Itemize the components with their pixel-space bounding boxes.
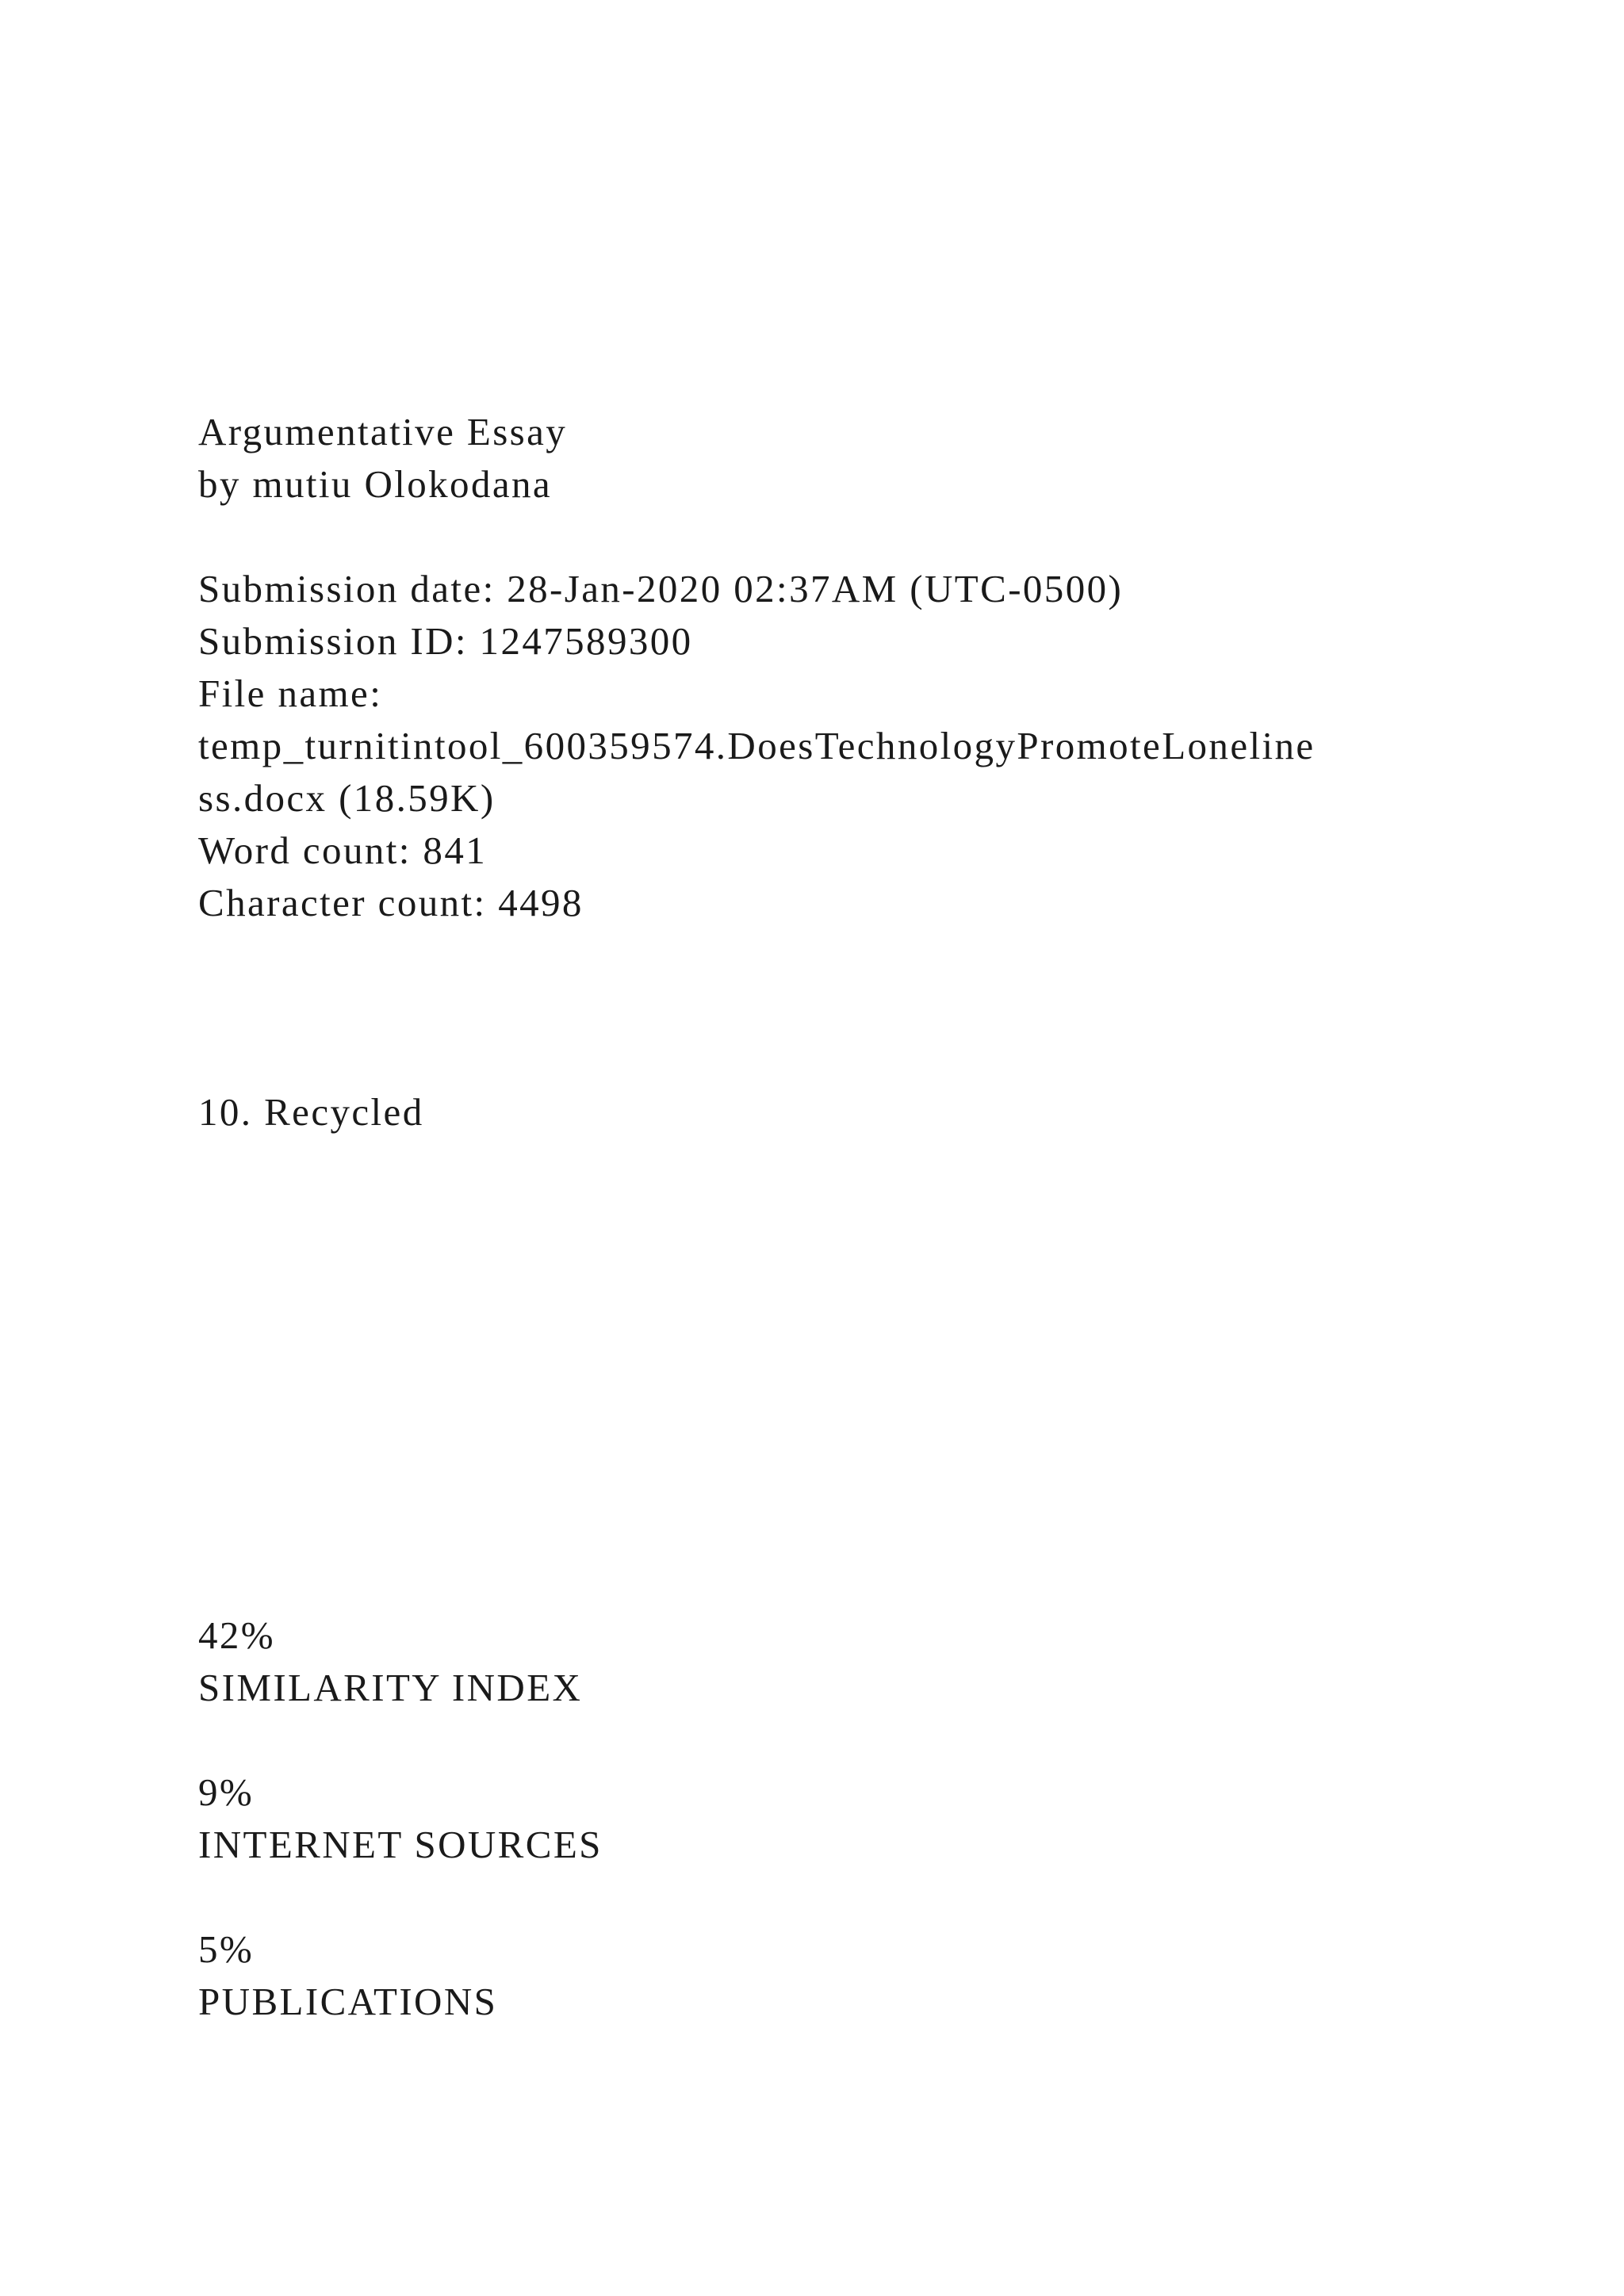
file-name-line-2: ss.docx (18.59K) xyxy=(198,776,496,820)
submission-id: Submission ID: 1247589300 xyxy=(198,619,693,663)
word-count: Word count: 841 xyxy=(198,828,488,872)
character-count: Character count: 4498 xyxy=(198,881,584,924)
file-name-label: File name: xyxy=(198,672,383,715)
recycled-heading: 10. Recycled xyxy=(198,1090,424,1134)
publications-value: 5% xyxy=(198,1927,255,1971)
file-name-line-1: temp_turnitintool_600359574.DoesTechnologyPromoteLoneline xyxy=(198,724,1316,767)
similarity-value: 42% xyxy=(198,1613,276,1657)
publications-label: PUBLICATIONS xyxy=(198,1980,498,2023)
internet-sources-value: 9% xyxy=(198,1770,255,1814)
internet-sources-label: INTERNET SOURCES xyxy=(198,1823,603,1866)
author-line: by mutiu Olokodana xyxy=(198,462,553,506)
document-title: Argumentative Essay xyxy=(198,410,568,453)
similarity-label: SIMILARITY INDEX xyxy=(198,1666,583,1709)
submission-date: Submission date: 28-Jan-2020 02:37AM (UTC-0500) xyxy=(198,567,1124,610)
